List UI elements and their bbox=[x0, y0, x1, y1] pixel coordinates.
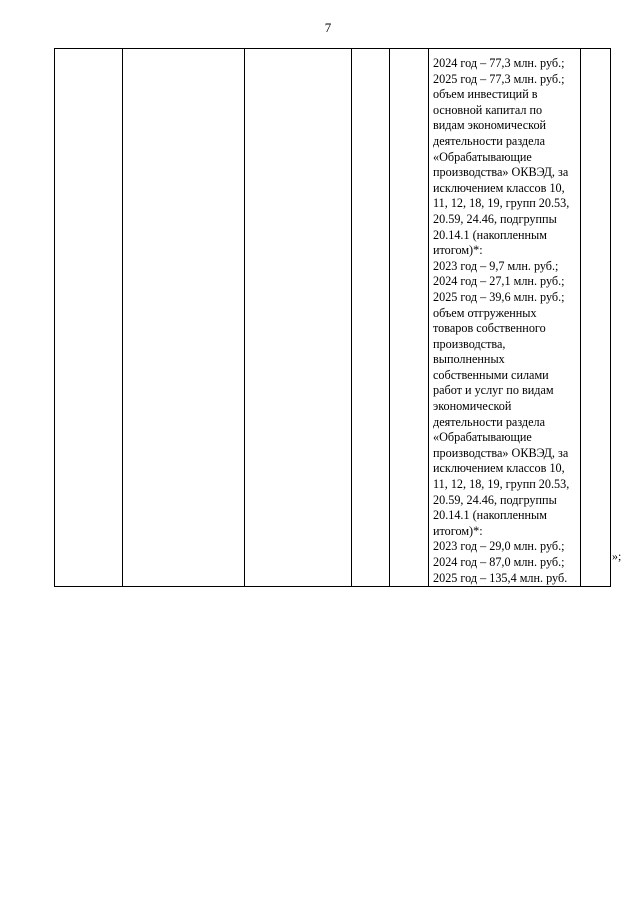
indicator-text-line: 2025 год – 39,6 млн. руб.; bbox=[433, 289, 565, 304]
indicator-text bbox=[429, 49, 580, 586]
indicator-text-line: 2024 год – 77,3 млн. руб.; bbox=[433, 56, 565, 70]
indicator-text-line: «Обрабатывающие bbox=[433, 149, 532, 164]
indicator-text-line: «Обрабатывающие bbox=[433, 430, 532, 445]
table-cell-col-2 bbox=[123, 49, 245, 587]
indicator-text-line: выполненных bbox=[433, 352, 505, 367]
indicator-text-line: производства, bbox=[433, 336, 506, 351]
table-cell-col-4 bbox=[352, 49, 390, 587]
indicator-text-line: 20.59, 24.46, подгруппы bbox=[433, 211, 557, 226]
indicator-text-line: основной капитал по bbox=[433, 102, 543, 117]
indicator-text-line: исключением классов 10, bbox=[433, 461, 565, 476]
indicator-text-line: 2025 год – 77,3 млн. руб.; bbox=[433, 71, 565, 86]
indicator-text-line: 11, 12, 18, 19, групп 20.53, bbox=[433, 477, 570, 492]
indicator-text-line: 20.14.1 (накопленным bbox=[433, 227, 547, 242]
indicator-text-line: итогом)*: bbox=[433, 243, 483, 258]
indicator-text-line: видам экономической bbox=[433, 118, 547, 133]
indicator-text-line: итогом)*: bbox=[433, 523, 483, 538]
indicator-text-line: 2024 год – 87,0 млн. руб.; bbox=[433, 555, 565, 569]
page-number: 7 bbox=[324, 20, 332, 35]
indicator-text-line: 2023 год – 29,0 млн. руб.; bbox=[433, 539, 565, 554]
indicator-text-line: товаров собственного bbox=[433, 321, 546, 336]
indicator-text-line: экономической bbox=[433, 399, 512, 414]
indicator-text-line: производства» ОКВЭД, за bbox=[433, 445, 569, 460]
table-cell-col-3 bbox=[245, 49, 352, 587]
table-row bbox=[55, 49, 611, 587]
indicators-table bbox=[54, 48, 611, 587]
indicator-text-line: производства» ОКВЭД, за bbox=[433, 165, 569, 180]
table-cell-col-1 bbox=[55, 49, 123, 587]
indicator-text-line: объем отгруженных bbox=[433, 305, 537, 320]
table-cell-col-7 bbox=[581, 49, 611, 587]
indicator-text-line: 2025 год – 135,4 млн. руб. bbox=[433, 570, 568, 585]
indicator-text-line: объем инвестиций в bbox=[433, 87, 538, 102]
indicator-text-line: 11, 12, 18, 19, групп 20.53, bbox=[433, 196, 570, 211]
indicator-text-line: исключением классов 10, bbox=[433, 180, 565, 195]
indicator-text-line: 20.59, 24.46, подгруппы bbox=[433, 492, 557, 507]
indicator-text-line: 2023 год – 9,7 млн. руб.; bbox=[433, 258, 559, 273]
indicator-text-line: 2024 год – 27,1 млн. руб.; bbox=[433, 274, 565, 289]
indicator-text-line: деятельности раздела bbox=[433, 133, 546, 148]
indicator-text-line: собственными силами bbox=[433, 367, 549, 382]
table-cell-col-5 bbox=[390, 49, 429, 587]
table-cell-indicators bbox=[429, 49, 581, 587]
indicator-text-line: деятельности раздела bbox=[433, 414, 546, 429]
closing-quote-mark: »; bbox=[612, 549, 622, 563]
indicator-text-line: работ и услуг по видам bbox=[433, 383, 554, 398]
indicator-text-line: 20.14.1 (накопленным bbox=[433, 508, 547, 523]
